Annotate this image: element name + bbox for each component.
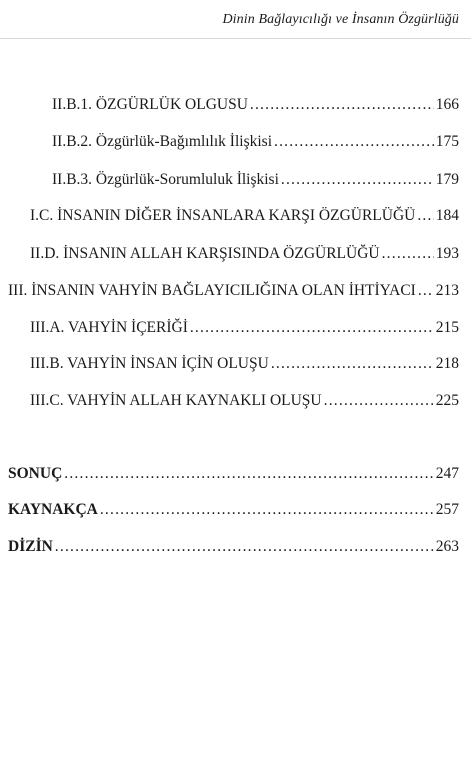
dot-leader	[324, 391, 434, 411]
toc-entry-page: 257	[435, 501, 459, 518]
toc-entry[interactable]	[8, 500, 459, 520]
toc-entry[interactable]	[30, 244, 459, 264]
header-rule	[0, 38, 471, 39]
toc-entry[interactable]	[30, 318, 459, 338]
toc-entry-title: II.D. İNSANIN ALLAH KARŞISINDA ÖZGÜRLÜĞÜ	[30, 245, 380, 262]
dot-leader	[55, 537, 434, 557]
dot-leader	[274, 132, 434, 152]
toc-entry-title: I.C. İNSANIN DİĞER İNSANLARA KARŞI ÖZGÜRLÜĞÜ	[30, 207, 416, 224]
toc-entry[interactable]	[8, 281, 459, 301]
toc-entry-page: 213	[435, 282, 459, 299]
toc-entry[interactable]	[30, 391, 459, 411]
toc-entry-title: III. İNSANIN VAHYİN BAĞLAYICILIĞINA OLAN İHTİYACI	[8, 282, 416, 299]
toc-entry[interactable]	[30, 354, 459, 374]
toc-entry-page: 184	[435, 207, 459, 224]
toc-entry-page: 247	[435, 465, 459, 482]
running-header: Dinin Bağlayıcılığı ve İnsanın Özgürlüğü	[222, 12, 459, 27]
toc-entry-page: 179	[435, 171, 459, 188]
toc-entry-page: 175	[435, 133, 459, 150]
dot-leader	[190, 318, 434, 338]
toc-entry-page: 193	[435, 245, 459, 262]
toc-entry-title: DİZİN	[8, 538, 53, 555]
toc-entry-title: III.B. VAHYİN İNSAN İÇİN OLUŞU	[30, 355, 269, 372]
toc-entry-title: SONUÇ	[8, 465, 63, 482]
toc-entry-title: KAYNAKÇA	[8, 501, 98, 518]
toc-entry[interactable]	[8, 537, 459, 557]
toc-entry[interactable]	[52, 95, 459, 115]
dot-leader	[64, 464, 433, 484]
toc-entry-page: 218	[435, 355, 459, 372]
toc-entry-page: 263	[435, 538, 459, 555]
toc-entry[interactable]	[30, 206, 459, 226]
dot-leader	[271, 354, 434, 374]
toc-entry-title: III.A. VAHYİN İÇERİĞİ	[30, 319, 188, 336]
dot-leader	[281, 170, 434, 190]
dot-leader	[382, 244, 434, 264]
dot-leader	[418, 281, 434, 301]
toc-entry[interactable]	[52, 132, 459, 152]
toc-entry-title: II.B.3. Özgürlük-Sorumluluk İlişkisi	[52, 171, 279, 188]
toc-entry[interactable]	[8, 464, 459, 484]
toc-entry-page: 225	[435, 392, 459, 409]
toc-entry-title: III.C. VAHYİN ALLAH KAYNAKLI OLUŞU	[30, 392, 322, 409]
toc-entry-page: 215	[435, 319, 459, 336]
toc-entry-page: 166	[435, 96, 459, 113]
dot-leader	[100, 500, 434, 520]
dot-leader	[250, 95, 434, 115]
toc-entry-title: II.B.1. ÖZGÜRLÜK OLGUSU	[52, 96, 248, 113]
dot-leader	[417, 206, 433, 226]
toc-entry-title: II.B.2. Özgürlük-Bağımlılık İlişkisi	[52, 133, 272, 150]
toc-entry[interactable]	[52, 170, 459, 190]
